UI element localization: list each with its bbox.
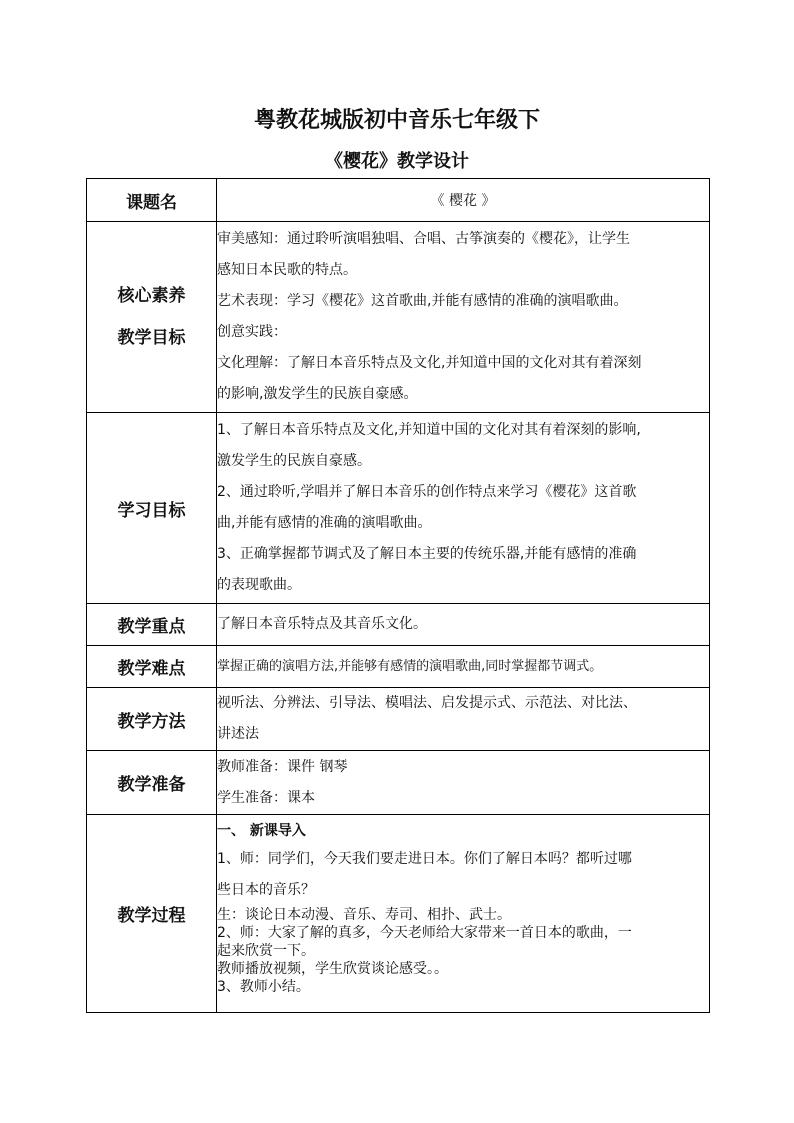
prep-line: 教师准备：课件 钢琴 [217, 758, 348, 775]
table-row-key [87, 604, 710, 646]
process-line: 教师播放视频，学生欣赏谈论感受。。 [217, 961, 448, 977]
method-content [217, 688, 710, 751]
table-row-topic [87, 179, 710, 222]
learning-line: 激发学生的民族自豪感。 [217, 453, 371, 469]
core-line: 感知日本民歌的特点。 [217, 262, 357, 278]
core-label [87, 222, 217, 413]
topic-value: 《 樱花 》 [217, 179, 710, 222]
prep-line: 学生准备：课本 [217, 789, 315, 806]
prep-label: 教学准备 [87, 751, 217, 815]
prep-content [217, 751, 710, 815]
core-line: 审美感知：通过聆听演唱独唱、合唱、古筝演奏的《樱花》，让学生 [217, 231, 630, 247]
process-line: 1、师：同学们，今天我们要走进日本。你们了解日本吗？都听过哪 [217, 851, 632, 867]
table-row-process [87, 815, 710, 1013]
table-row-method [87, 688, 710, 751]
learning-line: 2、通过聆听,学唱并了解日本音乐的创作特点来学习《樱花》这首歌 [217, 484, 637, 500]
core-line: 创意实践： [217, 324, 287, 340]
learning-line: 曲,并能有感情的准确的演唱歌曲。 [217, 515, 432, 531]
key-line: 了解日本音乐特点及其音乐文化。 [217, 616, 427, 632]
process-label: 教学过程 [87, 815, 217, 1013]
process-line: 生：谈论日本动漫、音乐、寿司、相扑、武士。 [217, 907, 511, 923]
learning-line: 3、正确掌握都节调式及了解日本主要的传统乐器,并能有感情的准确 [217, 546, 637, 562]
method-label: 教学方法 [87, 688, 217, 751]
learning-label: 学习目标 [87, 413, 217, 604]
process-line: 些日本的音乐？ [217, 882, 315, 898]
process-content [217, 815, 710, 1013]
process-line: 3、教师小结。 [217, 979, 310, 995]
core-label-line1: 核心素养 [117, 286, 186, 306]
topic-label: 课题名 [87, 179, 217, 222]
core-line: 的影响,激发学生的民族自豪感。 [217, 386, 418, 402]
lesson-plan-table [86, 178, 710, 1013]
core-line: 艺术表现：学习《樱花》这首歌曲,并能有感情的准确的演唱歌曲。 [217, 293, 628, 309]
method-line: 讲述法 [217, 726, 259, 742]
process-line: 起来欣赏一下。 [217, 943, 315, 959]
table-row-difficulty [87, 646, 710, 688]
table-row-core [87, 222, 710, 413]
difficulty-value [217, 646, 710, 688]
core-label-line2: 教学目标 [117, 328, 186, 348]
process-line: 2、师：大家了解的真多，今天老师给大家带来一首日本的歌曲，一 [217, 925, 632, 941]
method-line: 视听法、分辨法、引导法、模唱法、启发提示式、示范法、对比法、 [217, 695, 637, 711]
key-value [217, 604, 710, 646]
document-subtitle: 《樱花》教学设计 [325, 151, 469, 172]
core-line: 文化理解：了解日本音乐特点及文化,并知道中国的文化对其有着深刻 [217, 355, 642, 371]
process-heading: 一、 新课导入 [217, 823, 306, 839]
document-title: 粤教花城版初中音乐七年级下 [253, 108, 540, 133]
learning-line: 的表现歌曲。 [217, 577, 301, 593]
key-label: 教学重点 [87, 604, 217, 646]
table-row-prep [87, 751, 710, 815]
difficulty-label: 教学难点 [87, 646, 217, 688]
core-content [217, 222, 710, 413]
difficulty-line: 掌握正确的演唱方法,并能够有感情的演唱歌曲,同时掌握都节调式。 [217, 659, 603, 674]
learning-content [217, 413, 710, 604]
table-row-learning [87, 413, 710, 604]
learning-line: 1、了解日本音乐特点及文化,并知道中国的文化对其有着深刻的影响, [217, 422, 641, 438]
